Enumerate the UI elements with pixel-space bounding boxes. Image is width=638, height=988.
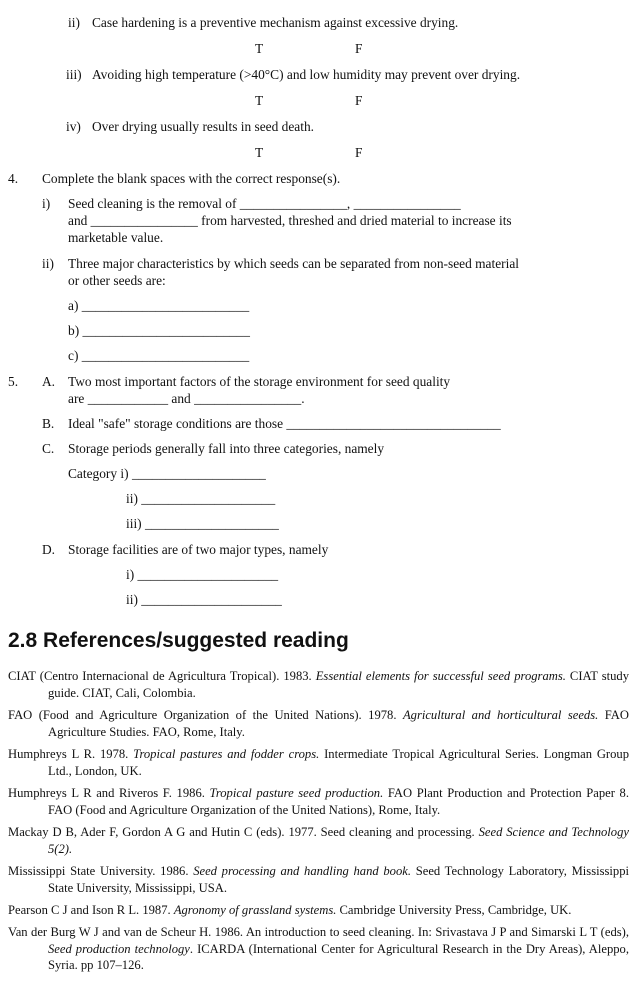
fill-blank-text: Storage periods generally fall into three categories, namely (68, 441, 385, 456)
reference-entry (8, 924, 629, 974)
answer-blank[interactable]: i) _____________________ (126, 567, 279, 582)
reference-text: Van der Burg W J and van de Scheur H. 1986. An introduction to seed cleaning. In: Srivastava J P and Simarski L T (eds), (8, 925, 629, 939)
reference-text: CIAT (Centro Internacional de Agricultura Tropical). 1983. (8, 669, 316, 683)
reference-entry (8, 824, 629, 857)
sub-question-label: D. (42, 542, 56, 557)
reference-title: Essential elements for successful seed programs. (315, 669, 566, 683)
fill-blank-text: marketable value. (68, 230, 164, 245)
answer-blank[interactable]: a) _________________________ (68, 298, 250, 313)
answer-blank[interactable]: b) _________________________ (68, 323, 250, 338)
reference-title: Tropical pastures and fodder crops. (133, 747, 320, 761)
sub-question-label: B. (42, 416, 55, 431)
answer-blank[interactable]: iii) ____________________ (126, 516, 279, 531)
fill-blank-text: or other seeds are: (68, 273, 166, 288)
tf-item-statement: Over drying usually results in seed death. (92, 119, 315, 134)
reference-entry (8, 668, 629, 701)
reference-text: FAO (Food and Agriculture Organization of the United Nations). 1978. (8, 708, 403, 722)
reference-text: FAO Agriculture Studies. FAO, Rome, Italy. (48, 708, 629, 739)
reference-title: Tropical pasture seed production. (209, 786, 384, 800)
sub-question-label: A. (42, 374, 56, 389)
fill-blank-text: Storage facilities are of two major types, namely (68, 542, 329, 557)
reference-text: . ICARDA (International Center for Agricultural Research in the Dry Areas), Aleppo, Syria. pp 107–126. (48, 941, 630, 972)
reference-text: Mackay D B, Ader F, Gordon A G and Hutin C (eds). 1977. Seed cleaning and processing. (8, 825, 479, 839)
reference-title: Agricultural and horticultural seeds. (402, 708, 599, 722)
reference-text: FAO Plant Production and Protection Paper 8. FAO (Food and Agriculture Organization of the United Nations), Rome, Italy. (48, 786, 629, 817)
tf-false-option[interactable]: F (355, 41, 363, 56)
fill-blank-text: Three major characteristics by which seeds can be separated from non-seed material (68, 256, 519, 271)
reference-title: Seed production technology (48, 941, 190, 956)
reference-text: Humphreys L R. 1978. (8, 747, 134, 761)
reference-entry (8, 746, 629, 779)
fill-blank-text: are ____________ and ________________. (68, 391, 305, 406)
answer-blank[interactable]: c) _________________________ (68, 348, 250, 363)
tf-false-option[interactable]: F (355, 93, 363, 108)
tf-item-statement: Case hardening is a preventive mechanism against excessive drying. (92, 15, 459, 30)
tf-true-option[interactable]: T (255, 145, 264, 160)
sub-question-label: C. (42, 441, 55, 456)
reference-entry (8, 707, 629, 740)
sub-question-label: i) (42, 196, 51, 211)
answer-blank[interactable]: Category i) ____________________ (68, 466, 266, 481)
section-heading: 2.8 References/suggested reading (8, 629, 349, 652)
reference-entry (8, 902, 629, 919)
reference-title: Seed processing and handling hand book. (193, 864, 412, 878)
reference-text: Seed Technology Laboratory, Mississippi State University, Mississippi, USA. (48, 864, 630, 895)
fill-blank-text: and ________________ from harvested, threshed and dried material to increase its (68, 213, 512, 228)
question-number: 4. (8, 171, 19, 186)
tf-false-option[interactable]: F (355, 145, 363, 160)
reference-text: Cambridge University Press, Cambridge, UK. (336, 903, 572, 917)
reference-text: CIAT study guide. CIAT, Cali, Colombia. (48, 669, 629, 700)
reference-text: Pearson C J and Ison R L. 1987. (8, 903, 174, 917)
question-number: 5. (8, 374, 19, 389)
answer-blank[interactable]: ii) _____________________ (126, 592, 282, 607)
sub-question-label: ii) (42, 256, 54, 271)
tf-true-option[interactable]: T (255, 41, 264, 56)
fill-blank-text: Ideal "safe" storage conditions are those ________________________________ (68, 416, 501, 431)
reference-text: Intermediate Tropical Agricultural Series. Longman Group Ltd., London, UK. (48, 747, 630, 778)
reference-entry (8, 785, 629, 818)
reference-title: Agronomy of grassland systems. (173, 903, 337, 917)
tf-item-statement: Avoiding high temperature (>40°C) and low humidity may prevent over drying. (92, 67, 521, 82)
answer-blank[interactable]: ii) ____________________ (126, 491, 276, 506)
reference-text: Mississippi State University. 1986. (8, 864, 194, 878)
reference-entry (8, 863, 629, 896)
question-prompt: Complete the blank spaces with the correct response(s). (42, 171, 341, 186)
tf-item-label: iii) (66, 67, 82, 82)
reference-title: Seed Science and Technology 5(2). (48, 825, 629, 856)
tf-item-label: iv) (66, 119, 81, 134)
tf-item-label: ii) (68, 15, 80, 30)
reference-text: Humphreys L R and Riveros F. 1986. (8, 786, 210, 800)
fill-blank-text: Two most important factors of the storage environment for seed quality (68, 374, 451, 389)
fill-blank-text: Seed cleaning is the removal of ________________, ________________ (68, 196, 461, 211)
tf-true-option[interactable]: T (255, 93, 264, 108)
